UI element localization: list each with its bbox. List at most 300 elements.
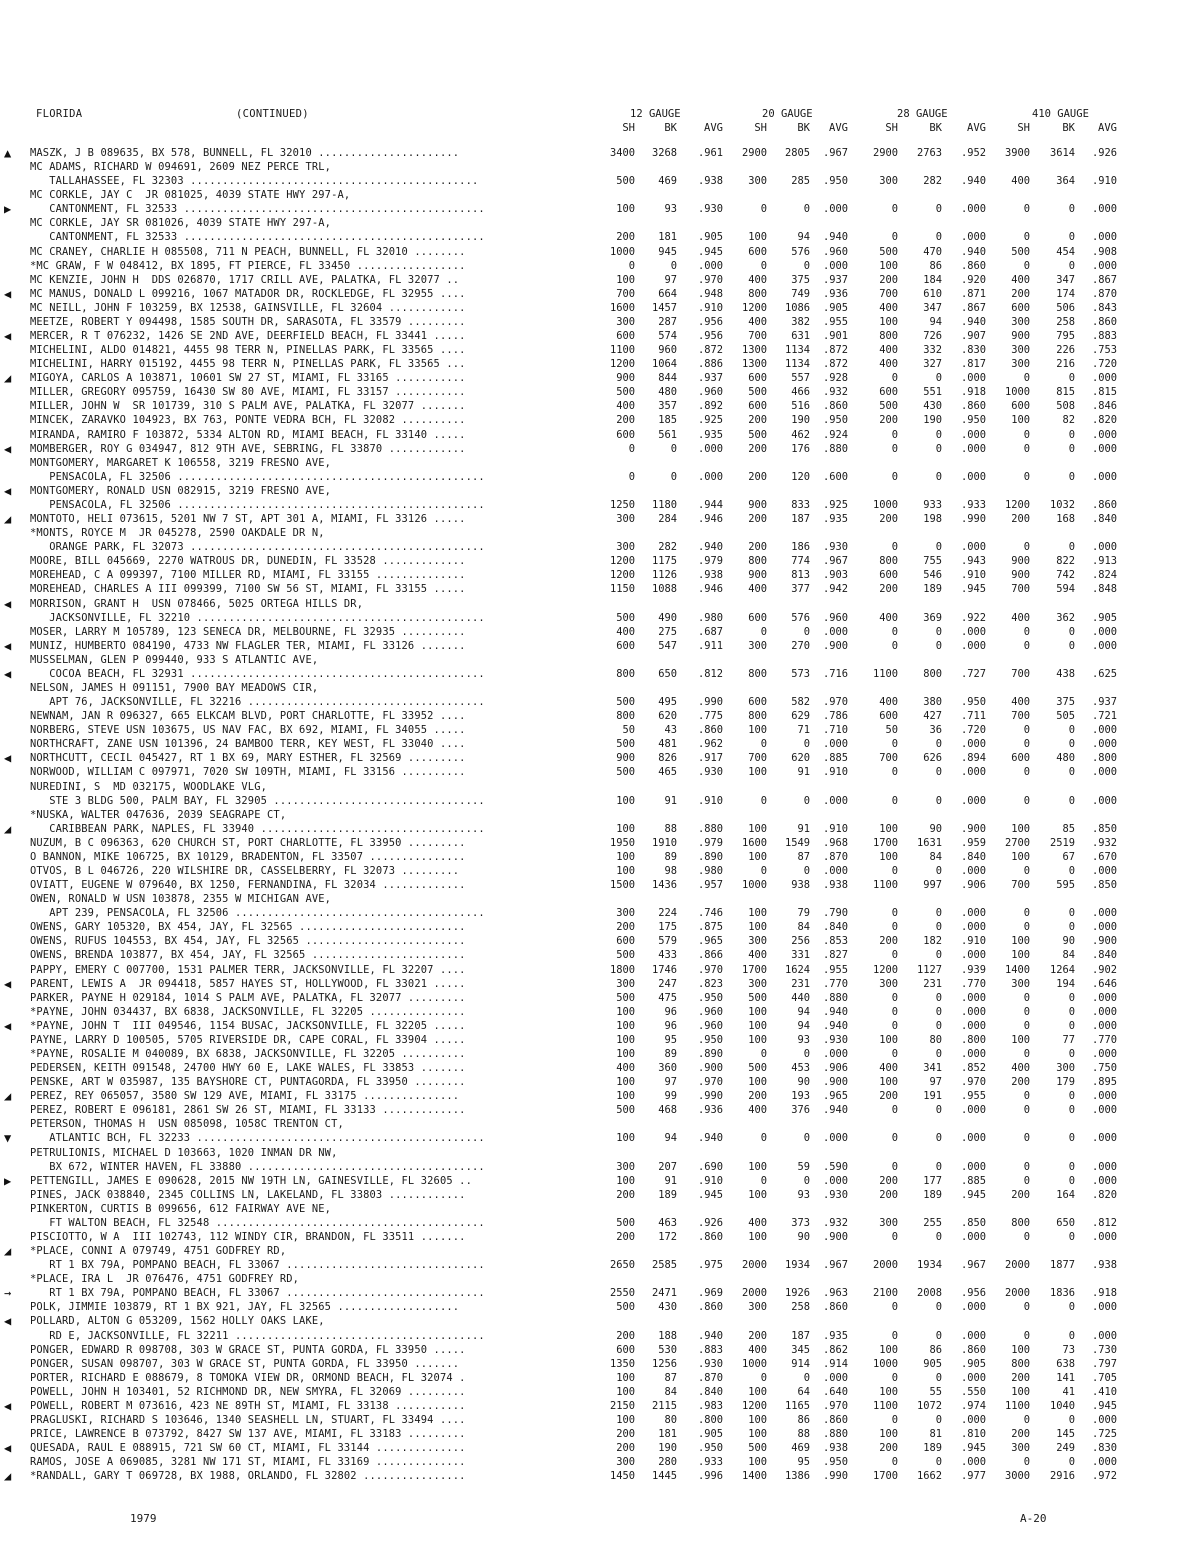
cell-avg28: .940 (960, 175, 986, 188)
cell-avg28: .860 (960, 400, 986, 413)
record-row (30, 343, 1200, 357)
cell-avg20: .932 (822, 386, 848, 399)
margin-mark: ◢ (4, 371, 12, 386)
cell-avg410: .800 (1091, 752, 1117, 765)
cell-bk12: 207 (658, 1160, 677, 1173)
record-name-address: MASZK, J B 089635, BX 578, BUNNELL, FL 32010 ...................... (30, 147, 460, 159)
cell-avg12: .870 (697, 1371, 723, 1384)
cell-sh20: 0 (760, 864, 767, 877)
cell-avg20: .880 (822, 442, 848, 455)
record-row (30, 315, 1200, 329)
cell-avg410: .843 (1091, 301, 1117, 314)
margin-mark: ◀ (4, 596, 12, 611)
cell-avg12: .938 (697, 175, 723, 188)
cell-bk28: 94 (929, 315, 942, 328)
cell-sh12: 600 (616, 935, 635, 948)
cell-bk20: 1134 (784, 358, 810, 371)
record-name-address: RAMOS, JOSE A 069085, 3281 NW 171 ST, MIAMI, FL 33169 .............. (30, 1456, 466, 1469)
cell-sh12: 100 (616, 1005, 635, 1018)
cell-bk12: 224 (658, 907, 677, 920)
margin-mark: ◢ (4, 1469, 12, 1484)
cell-bk410: 0 (1068, 921, 1075, 934)
record-row (30, 808, 1200, 822)
record-row (30, 1455, 1200, 1469)
cell-bk20: 573 (791, 667, 810, 680)
record-name-address: O BANNON, MIKE 106725, BX 10129, BRADENTON, FL 33507 ............... (30, 850, 466, 863)
cell-avg20: .000 (822, 864, 848, 877)
cell-sh410: 1000 (1004, 386, 1030, 399)
cell-bk20: 84 (797, 921, 810, 934)
cell-avg28: .910 (960, 935, 986, 948)
margin-mark: ◀ (4, 441, 12, 456)
cell-sh20: 500 (748, 386, 767, 399)
cell-bk410: 249 (1056, 1442, 1075, 1455)
cell-bk12: 93 (664, 203, 677, 216)
cell-sh20: 200 (748, 414, 767, 427)
cell-avg12: .940 (697, 541, 723, 554)
cell-bk20: 79 (797, 907, 810, 920)
cell-avg12: .775 (697, 710, 723, 723)
cell-bk20: 193 (791, 1090, 810, 1103)
cell-sh410: 900 (1011, 330, 1030, 343)
cell-avg20: .885 (822, 752, 848, 765)
cell-sh28: 800 (879, 330, 898, 343)
cell-bk20: 87 (797, 850, 810, 863)
cell-avg28: .905 (960, 1357, 986, 1370)
cell-avg20: .900 (822, 639, 848, 652)
cell-bk12: 175 (658, 921, 677, 934)
cell-sh12: 500 (616, 1301, 635, 1314)
record-name-address: OTVOS, B L 046726, 220 WILSHIRE DR, CASSELBERRY, FL 32073 ......... (30, 864, 460, 877)
margin-mark: ▶ (4, 202, 12, 217)
cell-avg20: .872 (822, 344, 848, 357)
record-name-address: CANTONMENT, FL 32533 ............................................... (30, 231, 485, 244)
cell-avg410: .750 (1091, 1062, 1117, 1075)
cell-avg12: .970 (697, 273, 723, 286)
cell-avg12: .917 (697, 752, 723, 765)
cell-avg12: .961 (697, 147, 723, 159)
cell-sh28: 0 (891, 470, 898, 483)
record-row (30, 709, 1200, 723)
column-header-bk: BK (929, 122, 942, 134)
cell-sh12: 100 (616, 1090, 635, 1103)
cell-sh20: 400 (748, 1343, 767, 1356)
record-row (4, 1398, 1200, 1413)
cell-avg410: .000 (1091, 991, 1117, 1004)
cell-sh28: 200 (879, 414, 898, 427)
cell-bk20: 1549 (784, 836, 810, 849)
record-name-address: NEWNAM, JAN R 096327, 665 ELKCAM BLVD, PORT CHARLOTTE, FL 33952 .... (30, 710, 466, 723)
cell-bk20: 59 (797, 1160, 810, 1173)
cell-sh410: 0 (1023, 921, 1030, 934)
cell-avg20: .928 (822, 372, 848, 385)
cell-bk410: 0 (1068, 724, 1075, 737)
record-row (4, 512, 1200, 527)
cell-avg28: .952 (960, 147, 986, 159)
cell-avg410: .000 (1091, 1019, 1117, 1032)
cell-avg28: .000 (960, 1329, 986, 1342)
cell-sh20: 800 (748, 287, 767, 300)
cell-sh20: 100 (748, 724, 767, 737)
record-row (4, 638, 1200, 653)
cell-avg410: .000 (1091, 1414, 1117, 1427)
cell-avg12: .800 (697, 1414, 723, 1427)
cell-avg12: .910 (697, 1174, 723, 1187)
cell-avg12: .925 (697, 414, 723, 427)
record-name-address: JACKSONVILLE, FL 32210 ............................................. (30, 611, 485, 624)
cell-sh410: 500 (1011, 245, 1030, 258)
cell-sh410: 0 (1023, 1160, 1030, 1173)
record-name-address: *PLACE, IRA L JR 076476, 4751 GODFREY RD, (30, 1273, 300, 1286)
record-row (4, 441, 1200, 456)
cell-sh410: 200 (1011, 1188, 1030, 1201)
cell-avg410: .860 (1091, 498, 1117, 511)
record-row (4, 371, 1200, 386)
cell-sh28: 100 (879, 1076, 898, 1089)
cell-sh12: 2650 (609, 1259, 635, 1272)
cell-bk20: 187 (791, 1329, 810, 1342)
cell-avg12: .975 (697, 1259, 723, 1272)
cell-avg12: .886 (697, 358, 723, 371)
record-name-address: *MONTS, ROYCE M JR 045278, 2590 OAKDALE DR N, (30, 527, 325, 540)
cell-bk12: 826 (658, 752, 677, 765)
cell-bk20: 91 (797, 822, 810, 835)
cell-sh410: 600 (1011, 301, 1030, 314)
record-name-address: MC CORKLE, JAY C JR 081025, 4039 STATE HWY 297-A, (30, 189, 351, 202)
cell-avg20: .827 (822, 949, 848, 962)
cell-avg20: .940 (822, 1005, 848, 1018)
cell-sh410: 0 (1023, 1301, 1030, 1314)
cell-avg20: .000 (822, 1174, 848, 1187)
cell-sh410: 600 (1011, 752, 1030, 765)
cell-avg20: .963 (822, 1287, 848, 1300)
cell-avg28: .000 (960, 639, 986, 652)
cell-bk410: 0 (1068, 203, 1075, 216)
cell-bk410: 0 (1068, 1174, 1075, 1187)
cell-bk410: 90 (1062, 935, 1075, 948)
cell-avg28: .940 (960, 315, 986, 328)
record-name-address: *PAYNE, JOHN 034437, BX 6838, JACKSONVILLE, FL 32205 ............... (30, 1005, 466, 1018)
cell-bk20: 833 (791, 498, 810, 511)
cell-sh12: 100 (616, 1174, 635, 1187)
cell-bk20: 0 (803, 625, 810, 638)
cell-avg410: .812 (1091, 1216, 1117, 1229)
cell-sh410: 400 (1011, 175, 1030, 188)
cell-bk12: 1064 (651, 358, 677, 371)
cell-avg28: .720 (960, 724, 986, 737)
cell-sh28: 0 (891, 639, 898, 652)
cell-sh28: 0 (891, 541, 898, 554)
record-row (30, 413, 1200, 427)
cell-sh410: 2000 (1004, 1259, 1030, 1272)
cell-sh28: 200 (879, 1188, 898, 1201)
cell-sh12: 900 (616, 752, 635, 765)
record-name-address: PEREZ, REY 065057, 3580 SW 129 AVE, MIAMI, FL 33175 ............... (30, 1090, 460, 1103)
cell-bk28: 191 (923, 1090, 942, 1103)
cell-bk12: 579 (658, 935, 677, 948)
cell-avg410: .000 (1091, 470, 1117, 483)
cell-sh28: 1000 (872, 498, 898, 511)
record-row (30, 611, 1200, 625)
cell-bk12: 574 (658, 330, 677, 343)
cell-bk20: 345 (791, 1343, 810, 1356)
cell-avg410: .000 (1091, 864, 1117, 877)
cell-avg28: .907 (960, 330, 986, 343)
record-row (30, 582, 1200, 596)
cell-sh12: 100 (616, 1033, 635, 1046)
cell-avg28: .900 (960, 822, 986, 835)
margin-mark: ◀ (4, 751, 12, 766)
cell-bk28: 81 (929, 1428, 942, 1441)
cell-sh12: 500 (616, 175, 635, 188)
cell-sh28: 100 (879, 822, 898, 835)
cell-avg12: .880 (697, 822, 723, 835)
cell-sh20: 200 (748, 1329, 767, 1342)
cell-avg12: .866 (697, 949, 723, 962)
cell-avg28: .950 (960, 696, 986, 709)
record-name-address: PEREZ, ROBERT E 096181, 2861 SW 26 ST, MIAMI, FL 33133 ............. (30, 1104, 466, 1117)
margin-mark: ◢ (4, 512, 12, 527)
cell-avg20: .000 (822, 738, 848, 751)
cell-avg12: .937 (697, 372, 723, 385)
cell-bk20: 1165 (784, 1399, 810, 1412)
cell-bk28: 546 (923, 569, 942, 582)
cell-avg28: .000 (960, 1414, 986, 1427)
shooter-records-list (4, 146, 1200, 1484)
record-row (30, 1117, 1200, 1131)
record-row (30, 878, 1200, 892)
cell-bk20: 377 (791, 583, 810, 596)
cell-avg20: .968 (822, 836, 848, 849)
cell-sh12: 200 (616, 921, 635, 934)
record-name-address: COCOA BEACH, FL 32931 .............................................. (30, 667, 485, 680)
cell-bk12: 844 (658, 372, 677, 385)
cell-bk20: 91 (797, 766, 810, 779)
cell-bk20: 285 (791, 175, 810, 188)
cell-avg20: .930 (822, 541, 848, 554)
cell-sh410: 0 (1023, 991, 1030, 1004)
cell-bk12: 430 (658, 1301, 677, 1314)
cell-bk20: 90 (797, 1076, 810, 1089)
cell-sh12: 1350 (609, 1357, 635, 1370)
cell-bk12: 98 (664, 864, 677, 877)
cell-sh410: 2000 (1004, 1287, 1030, 1300)
cell-avg12: .746 (697, 907, 723, 920)
cell-sh28: 400 (879, 696, 898, 709)
cell-bk28: 177 (923, 1174, 942, 1187)
cell-bk410: 364 (1056, 175, 1075, 188)
margin-mark: ▶ (4, 1173, 12, 1188)
cell-bk28: 0 (935, 1005, 942, 1018)
record-name-address: RD E, JACKSONVILLE, FL 32211 ....................................... (30, 1329, 485, 1342)
cell-sh410: 0 (1023, 1104, 1030, 1117)
cell-sh12: 100 (616, 273, 635, 286)
record-name-address: NELSON, JAMES H 091151, 7900 BAY MEADOWS CIR, (30, 681, 319, 694)
cell-bk410: 505 (1056, 710, 1075, 723)
cell-sh20: 700 (748, 752, 767, 765)
cell-avg20: .930 (822, 1188, 848, 1201)
cell-avg20: .942 (822, 583, 848, 596)
column-header-bk: BK (1062, 122, 1075, 134)
cell-avg28: .945 (960, 1188, 986, 1201)
record-name-address: MONTOTO, HELI 073615, 5201 NW 7 ST, APT 301 A, MIAMI, FL 33126 ..... (30, 513, 466, 526)
record-name-address: PISCIOTTO, W A III 102743, 112 WINDY CIR, BRANDON, FL 33511 ....... (30, 1231, 466, 1244)
cell-sh410: 200 (1011, 287, 1030, 300)
cell-bk12: 530 (658, 1343, 677, 1356)
cell-sh28: 500 (879, 245, 898, 258)
cell-bk28: 1631 (916, 836, 942, 849)
cell-bk20: 0 (803, 794, 810, 807)
cell-bk410: 174 (1056, 287, 1075, 300)
cell-bk410: 0 (1068, 372, 1075, 385)
cell-avg20: .967 (822, 555, 848, 568)
record-row (30, 554, 1200, 568)
cell-avg28: .959 (960, 836, 986, 849)
cell-avg28: .000 (960, 1132, 986, 1145)
cell-sh28: 0 (891, 794, 898, 807)
cell-bk12: 495 (658, 696, 677, 709)
cell-bk28: 282 (923, 175, 942, 188)
cell-sh20: 1300 (741, 358, 767, 371)
cell-avg410: .938 (1091, 1259, 1117, 1272)
record-row (4, 202, 1200, 217)
cell-sh410: 2700 (1004, 836, 1030, 849)
record-name-address: PINKERTON, CURTIS B 099656, 612 FAIRWAY AVE NE, (30, 1202, 332, 1215)
cell-sh20: 1200 (741, 1399, 767, 1412)
cell-sh410: 0 (1023, 724, 1030, 737)
cell-bk28: 0 (935, 1231, 942, 1244)
cell-bk20: 0 (803, 259, 810, 272)
cell-sh28: 0 (891, 428, 898, 441)
cell-sh28: 0 (891, 1005, 898, 1018)
cell-avg20: .910 (822, 766, 848, 779)
column-header-avg: AVG (829, 122, 848, 134)
cell-avg28: .817 (960, 358, 986, 371)
record-row (30, 1061, 1200, 1075)
cell-sh28: 0 (891, 1019, 898, 1032)
cell-avg410: .000 (1091, 1160, 1117, 1173)
cell-bk20: 95 (797, 1456, 810, 1469)
cell-sh410: 0 (1023, 428, 1030, 441)
record-name-address: PARENT, LEWIS A JR 094418, 5857 HAYES ST, HOLLYWOOD, FL 33021 ..... (30, 977, 466, 990)
cell-sh12: 300 (616, 513, 635, 526)
cell-bk28: 369 (923, 611, 942, 624)
gauge-410-heading: 410 GAUGE (1032, 108, 1089, 120)
cell-sh28: 200 (879, 935, 898, 948)
cell-bk20: 94 (797, 231, 810, 244)
cell-sh12: 600 (616, 1343, 635, 1356)
cell-sh20: 1400 (741, 1470, 767, 1483)
cell-sh12: 200 (616, 1329, 635, 1342)
cell-bk410: 0 (1068, 1048, 1075, 1060)
cell-sh28: 100 (879, 259, 898, 272)
cell-avg28: .000 (960, 1048, 986, 1060)
cell-avg28: .860 (960, 1343, 986, 1356)
cell-sh28: 2000 (872, 1259, 898, 1272)
cell-bk20: 382 (791, 315, 810, 328)
cell-avg20: .935 (822, 1329, 848, 1342)
cell-avg410: .900 (1091, 935, 1117, 948)
cell-sh410: 0 (1023, 231, 1030, 244)
cell-bk28: 997 (923, 879, 942, 892)
cell-avg410: .730 (1091, 1343, 1117, 1356)
cell-bk20: 813 (791, 569, 810, 582)
cell-bk12: 84 (664, 1385, 677, 1398)
cell-bk12: 97 (664, 273, 677, 286)
cell-sh410: 700 (1011, 667, 1030, 680)
record-name-address: *PAYNE, ROSALIE M 040089, BX 6838, JACKSONVILLE, FL 32205 .......... (30, 1048, 466, 1060)
cell-bk12: 284 (658, 513, 677, 526)
cell-avg28: .000 (960, 766, 986, 779)
cell-sh12: 1200 (609, 358, 635, 371)
cell-sh410: 100 (1011, 850, 1030, 863)
cell-bk28: 0 (935, 1301, 942, 1314)
record-row (30, 1300, 1200, 1314)
cell-bk12: 468 (658, 1104, 677, 1117)
cell-sh410: 200 (1011, 513, 1030, 526)
cell-sh20: 500 (748, 991, 767, 1004)
record-name-address: POLLARD, ALTON G 053209, 1562 HOLLY OAKS LAKE, (30, 1315, 325, 1328)
cell-bk20: 914 (791, 1357, 810, 1370)
cell-avg12: .980 (697, 611, 723, 624)
cell-avg28: .000 (960, 625, 986, 638)
cell-avg12: .983 (697, 1399, 723, 1412)
margin-mark: ◀ (4, 483, 12, 498)
column-header-avg: AVG (1098, 122, 1117, 134)
record-name-address: PARKER, PAYNE H 029184, 1014 S PALM AVE, PALATKA, FL 32077 ......... (30, 991, 466, 1004)
cell-bk20: 440 (791, 991, 810, 1004)
cell-bk28: 231 (923, 977, 942, 990)
cell-avg20: .000 (822, 1048, 848, 1060)
cell-sh28: 0 (891, 1231, 898, 1244)
cell-sh410: 900 (1011, 555, 1030, 568)
cell-sh28: 200 (879, 1442, 898, 1455)
cell-bk12: 1256 (651, 1357, 677, 1370)
cell-sh410: 200 (1011, 1371, 1030, 1384)
record-name-address: OWEN, RONALD W USN 103878, 2355 W MICHIGAN AVE, (30, 893, 332, 906)
cell-sh20: 100 (748, 822, 767, 835)
record-name-address: MOSER, LARRY M 105789, 123 SENECA DR, MELBOURNE, FL 32935 .......... (30, 625, 466, 638)
cell-avg28: .000 (960, 1160, 986, 1173)
cell-bk410: 0 (1068, 1019, 1075, 1032)
cell-avg410: .815 (1091, 386, 1117, 399)
cell-sh20: 0 (760, 1048, 767, 1060)
cell-bk28: 0 (935, 428, 942, 441)
cell-bk28: 86 (929, 1343, 942, 1356)
cell-sh410: 400 (1011, 611, 1030, 624)
cell-avg20: .640 (822, 1385, 848, 1398)
record-row (30, 1385, 1200, 1399)
cell-avg410: .000 (1091, 921, 1117, 934)
cell-sh12: 500 (616, 738, 635, 751)
cell-sh28: 100 (879, 1385, 898, 1398)
cell-bk12: 96 (664, 1005, 677, 1018)
column-header-sh: SH (885, 122, 898, 134)
cell-sh20: 1600 (741, 836, 767, 849)
record-row (4, 666, 1200, 681)
cell-avg28: .920 (960, 273, 986, 286)
cell-avg20: .932 (822, 1216, 848, 1229)
cell-bk410: 67 (1062, 850, 1075, 863)
cell-avg410: .926 (1091, 147, 1117, 159)
cell-sh410: 0 (1023, 1456, 1030, 1469)
cell-avg20: .950 (822, 175, 848, 188)
cell-sh20: 100 (748, 1231, 767, 1244)
cell-sh20: 300 (748, 977, 767, 990)
cell-bk28: 0 (935, 1104, 942, 1117)
cell-bk20: 94 (797, 1005, 810, 1018)
record-name-address: MILLER, JOHN W SR 101739, 310 S PALM AVE, PALATKA, FL 32077 ....... (30, 400, 466, 413)
